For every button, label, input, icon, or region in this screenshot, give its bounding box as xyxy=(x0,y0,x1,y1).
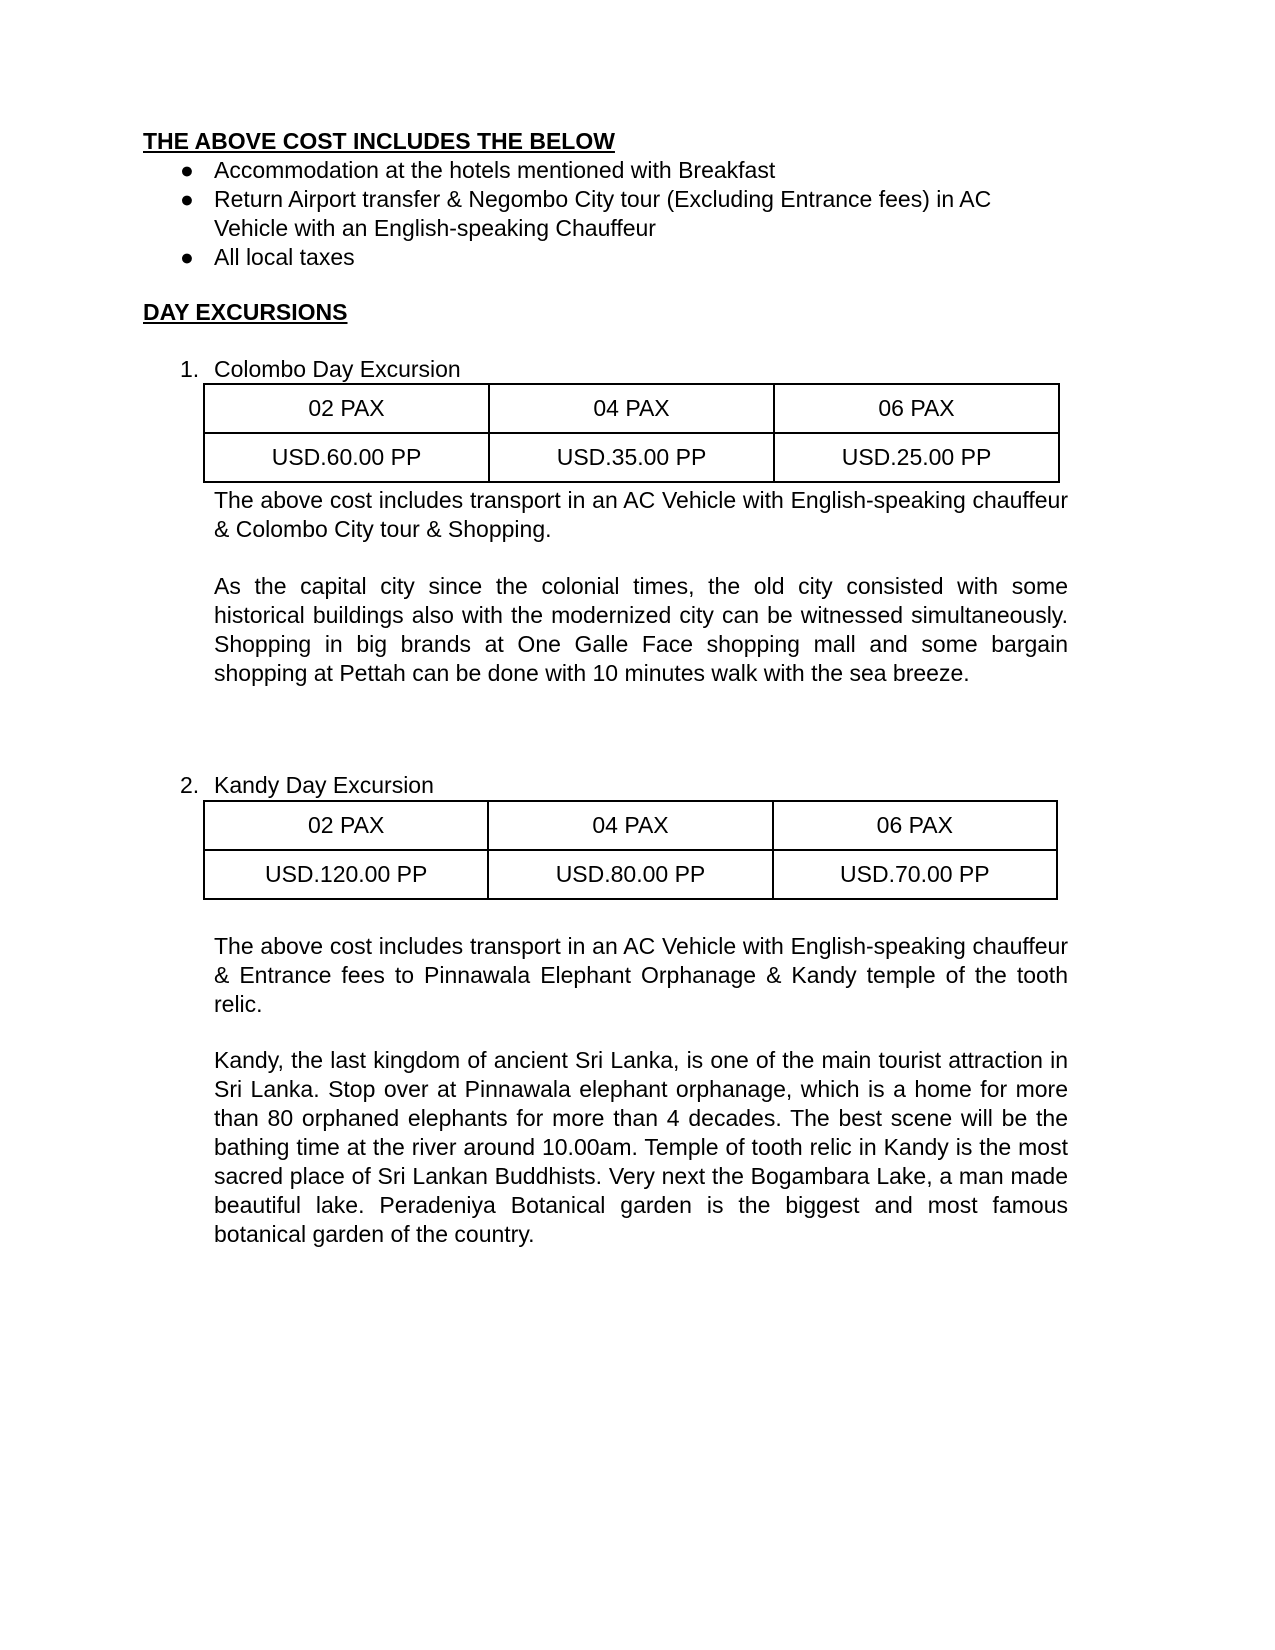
table-row-price xyxy=(204,433,1059,482)
list-item xyxy=(143,185,1043,243)
includes-heading: THE ABOVE COST INCLUDES THE BELOW xyxy=(143,128,615,154)
table-cell-pax: 04 PAX xyxy=(489,384,774,433)
table-cell-price: USD.60.00 PP xyxy=(204,433,489,482)
table-cell-pax: 04 PAX xyxy=(488,801,772,850)
table-cell-price: USD.25.00 PP xyxy=(774,433,1059,482)
list-item-text: Return Airport transfer & Negombo City tour (Excluding Entrance fees) in AC Vehicle with an English-speaking Chauffeur xyxy=(214,186,992,241)
table-row-pax xyxy=(204,801,1057,850)
table-row-pax xyxy=(204,384,1059,433)
list-item-text: Accommodation at the hotels mentioned with Breakfast xyxy=(214,157,776,183)
bullet-icon: ● xyxy=(180,244,194,270)
pricing-table-kandy xyxy=(203,800,1058,900)
table-cell-price: USD.120.00 PP xyxy=(204,850,488,899)
table-cell-pax: 06 PAX xyxy=(774,384,1059,433)
pricing-table-colombo xyxy=(203,383,1060,483)
excursion-description: As the capital city since the colonial times, the old city consisted with some historical buildings also with the modernized city can be witnessed simultaneously. Shopping in big brands at One Galle Face shopping mall and some bargain shopping at Pettah can be done with 10 minutes walk with the sea breeze. xyxy=(214,573,1068,686)
excursion-title-text: Colombo Day Excursion xyxy=(214,356,461,382)
table-cell-pax: 02 PAX xyxy=(204,384,489,433)
list-item xyxy=(143,243,1043,272)
table-cell-pax: 06 PAX xyxy=(773,801,1057,850)
excursion-title-colombo xyxy=(180,355,461,384)
excursion-title-kandy xyxy=(180,771,434,800)
day-excursions-heading: DAY EXCURSIONS xyxy=(143,299,348,325)
includes-list xyxy=(143,156,1043,272)
excursion-description: Kandy, the last kingdom of ancient Sri Lanka, is one of the main tourist attraction in Sri Lanka. Stop over at Pinnawala elephant orphanage, which is a home for more than 80 orphaned elephants for more than 4 decades. The best scene will be the bathing time at the river around 10.00am. Temple of tooth relic in Kandy is the most sacred place of Sri Lankan Buddhists. Very next the Bogambara Lake, a man made beautiful lake. Peradeniya Botanical garden is the biggest and most famous botanical garden of the country. xyxy=(214,1047,1068,1247)
excursion-cost-note: The above cost includes transport in an AC Vehicle with English-speaking chauffeur & Colombo City tour & Shopping. xyxy=(214,487,1068,542)
table-row-price xyxy=(204,850,1057,899)
excursion-number: 2. xyxy=(180,772,200,798)
table-cell-price: USD.80.00 PP xyxy=(488,850,772,899)
table-cell-pax: 02 PAX xyxy=(204,801,488,850)
list-item xyxy=(143,156,1043,185)
excursion-title-text: Kandy Day Excursion xyxy=(214,772,434,798)
bullet-icon: ● xyxy=(180,157,194,183)
table-cell-price: USD.35.00 PP xyxy=(489,433,774,482)
list-item-text: All local taxes xyxy=(214,244,355,270)
bullet-icon: ● xyxy=(180,186,194,212)
excursion-cost-note: The above cost includes transport in an AC Vehicle with English-speaking chauffeur & Entrance fees to Pinnawala Elephant Orphanage & Kandy temple of the tooth relic. xyxy=(214,933,1068,1017)
excursion-number: 1. xyxy=(180,356,200,382)
table-cell-price: USD.70.00 PP xyxy=(773,850,1057,899)
